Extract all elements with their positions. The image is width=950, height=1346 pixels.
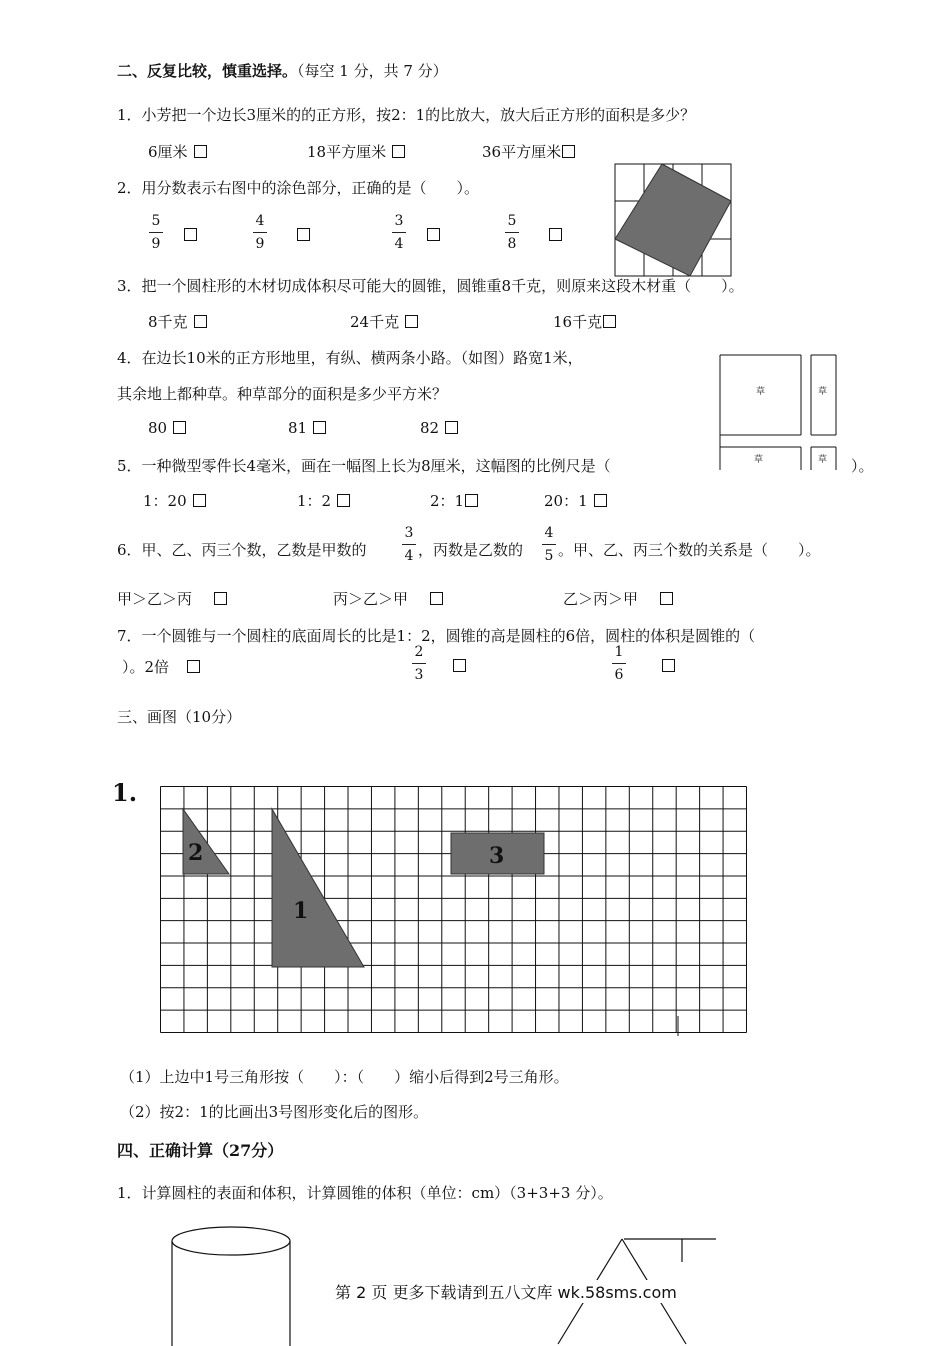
question-3-text: 3．把一个圆柱形的木材切成体积尽可能大的圆锥，圆锥重8千克，则原来这段木材重（ ）。 [117, 277, 744, 295]
checkbox[interactable] [562, 145, 575, 158]
q4-option-a[interactable]: 80 [148, 419, 186, 437]
q2-checkbox-c[interactable] [427, 228, 440, 241]
q6-fraction-2: 4 5 [541, 524, 557, 565]
section-4-q1: 1．计算圆柱的表面和体积，计算圆锥的体积（单位：cm）（3+3+3 分）。 [117, 1184, 613, 1202]
question-4-line1: 4．在边长10米的正方形地里，有纵、横两条小路。（如图）路宽1米， [117, 349, 583, 367]
page-footer: 第 2 页 更多下载请到五八文库 wk.58sms.com [333, 1280, 679, 1303]
q7-checkbox-b[interactable] [453, 659, 466, 672]
checkbox[interactable] [193, 494, 206, 507]
question-6-part3: 。甲、乙、丙三个数的关系是（ ）。 [558, 541, 821, 559]
checkbox[interactable] [337, 494, 350, 507]
checkbox[interactable] [445, 421, 458, 434]
q2-checkbox-a[interactable] [184, 228, 197, 241]
section-3-title: 三、画图（10分） [117, 708, 242, 726]
question-1-text: 1．小芳把一个边长3厘米的的正方形，按2：1的比放大，放大后正方形的面积是多少？ [117, 106, 696, 124]
q2-fraction-c: 3 4 [391, 212, 407, 253]
checkbox[interactable] [194, 315, 207, 328]
checkbox[interactable] [465, 494, 478, 507]
q6-option-a[interactable]: 甲＞乙＞丙 [117, 588, 227, 609]
q4-option-b[interactable]: 81 [288, 419, 326, 437]
q6-fraction-1: 3 4 [401, 524, 417, 565]
q3-option-b[interactable]: 24千克 [350, 311, 418, 332]
q3-option-a[interactable]: 8千克 [148, 311, 207, 332]
q5-option-a[interactable]: 1：20 [143, 490, 206, 511]
checkbox[interactable] [392, 145, 405, 158]
grass-label: 草 [754, 455, 764, 465]
q7-checkbox-c[interactable] [662, 659, 675, 672]
question-4-line2: 其余地上都种草。种草部分的面积是多少平方米？ [117, 385, 448, 403]
shape-label-1: 1 [293, 898, 309, 924]
q2-fraction-a: 5 9 [148, 212, 164, 253]
shaded-square [615, 164, 731, 276]
checkbox[interactable] [214, 592, 227, 605]
checkbox[interactable] [313, 421, 326, 434]
triangle-1 [272, 809, 364, 967]
grass-label: 草 [818, 455, 828, 465]
q7-fraction-2: 1 6 [611, 643, 627, 684]
cylinder-figure [170, 1226, 294, 1346]
q4-option-c[interactable]: 82 [420, 419, 458, 437]
q2-grid-figure [614, 163, 732, 277]
checkbox[interactable] [194, 145, 207, 158]
q1-option-b[interactable]: 18平方厘米 [307, 141, 405, 162]
checkbox[interactable] [660, 592, 673, 605]
q2-fraction-d: 5 8 [504, 212, 520, 253]
question-5-text: 5．一种微型零件长4毫米，画在一幅图上长为8厘米，这幅图的比例尺是（ [117, 457, 611, 475]
q7-option-a[interactable]: ）。2倍 [122, 656, 200, 677]
q1-option-c[interactable]: 36平方厘米 [482, 141, 575, 162]
q1-option-a[interactable]: 6厘米 [148, 141, 207, 162]
section-2-note: （每空 1 分，共 7 分） [297, 62, 448, 80]
q3-option-c[interactable]: 16千克 [553, 311, 616, 332]
checkbox[interactable] [594, 494, 607, 507]
checkbox[interactable] [603, 315, 616, 328]
section-3-sub2: （2）按2：1的比画出3号图形变化后的图形。 [120, 1103, 429, 1121]
question-5-text-end: ）。 [851, 457, 874, 475]
grass-label: 草 [756, 387, 766, 397]
section-2-header [117, 60, 448, 81]
grass-label: 草 [818, 387, 828, 397]
section-2-title: 二、反复比较，慎重选择。 [117, 62, 298, 80]
shape-label-3: 3 [489, 843, 505, 869]
q6-option-b[interactable]: 丙＞乙＞甲 [333, 588, 443, 609]
q2-checkbox-b[interactable] [297, 228, 310, 241]
checkbox[interactable] [405, 315, 418, 328]
q4-field-figure [719, 354, 839, 470]
figure-number: 1. [112, 778, 138, 807]
question-6-part2: ，丙数是乙数的 [418, 541, 524, 559]
checkbox[interactable] [430, 592, 443, 605]
q2-checkbox-d[interactable] [549, 228, 562, 241]
question-6-part1: 6．甲、乙、丙三个数，乙数是甲数的 [117, 541, 367, 559]
checkbox[interactable] [173, 421, 186, 434]
section-4-title: 四、正确计算（27分） [117, 1141, 284, 1160]
q2-fraction-b: 4 9 [252, 212, 268, 253]
q5-option-b[interactable]: 1：2 [297, 490, 350, 511]
drawing-grid [160, 786, 747, 1036]
q5-option-d[interactable]: 20：1 [544, 490, 607, 511]
checkbox[interactable] [187, 660, 200, 673]
q5-option-c[interactable]: 2：1 [430, 490, 478, 511]
section-3-sub1: （1）上边中1号三角形按（ ）：（ ）缩小后得到2号三角形。 [120, 1068, 569, 1086]
question-7-text: 7．一个圆锥与一个圆柱的底面周长的比是1：2，圆锥的高是圆柱的6倍，圆柱的体积是圆锥的（ [117, 627, 756, 645]
question-2-text: 2．用分数表示右图中的涂色部分，正确的是（ ）。 [117, 179, 480, 197]
q6-option-c[interactable]: 乙＞丙＞甲 [563, 588, 673, 609]
shape-label-2: 2 [188, 840, 204, 866]
q7-fraction-1: 2 3 [411, 643, 427, 684]
